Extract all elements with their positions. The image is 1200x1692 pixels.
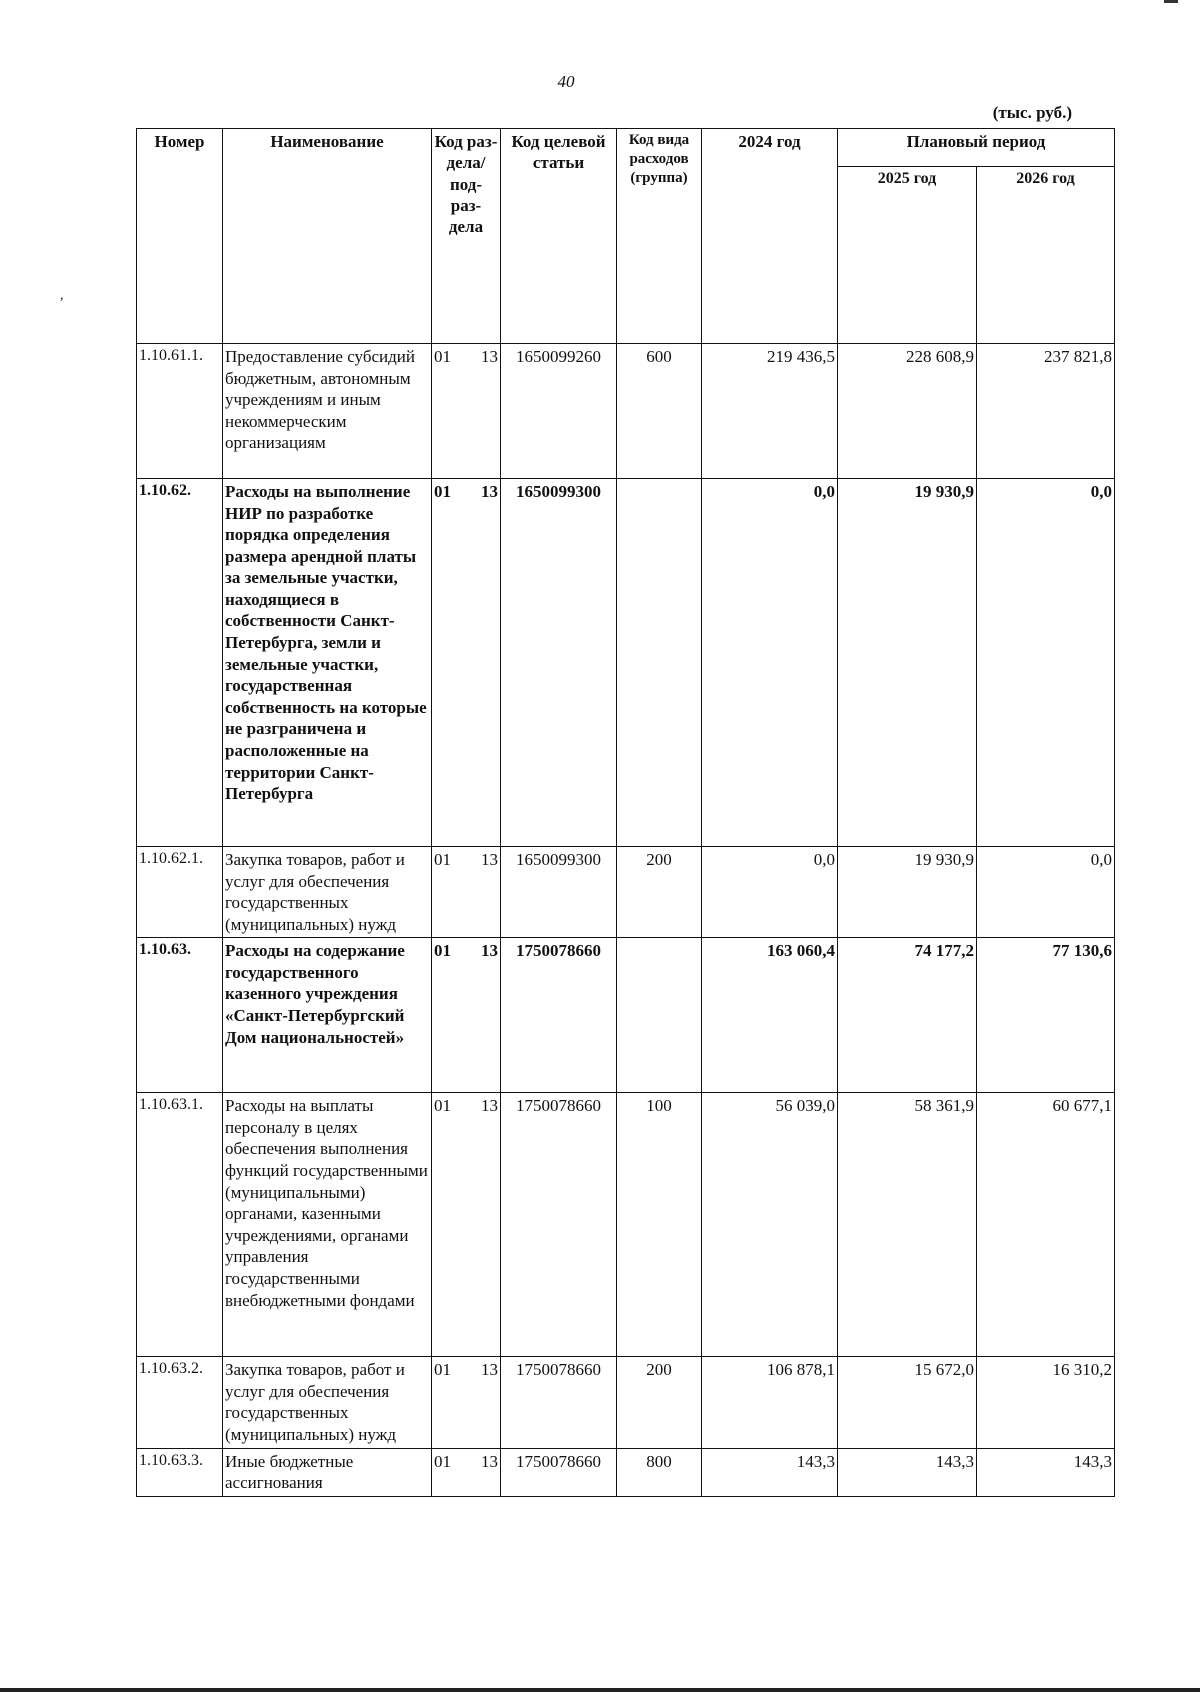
header-number: Номер xyxy=(137,129,223,344)
row-amount-2024: 163 060,4 xyxy=(702,938,838,1093)
row-group-code: 200 xyxy=(617,1357,702,1448)
section-code: 01 xyxy=(434,482,451,501)
row-group-code: 600 xyxy=(617,344,702,479)
section-code: 01 xyxy=(434,850,451,869)
row-section-code xyxy=(432,1093,501,1357)
row-name: Иные бюджетные ассигнования xyxy=(223,1448,432,1496)
section-code: 01 xyxy=(434,1096,451,1116)
header-section-code-text: Код раз- дела/ под- раз- дела xyxy=(434,132,498,236)
units-label: (тыс. руб.) xyxy=(992,103,1072,122)
section-code: 01 xyxy=(434,941,451,961)
row-target-code: 1750078660 xyxy=(501,1357,617,1448)
header-group-code: Код вида расходов (группа) xyxy=(617,129,702,344)
header-name: Наименование xyxy=(223,129,432,344)
table-row xyxy=(137,344,1115,479)
row-section-code xyxy=(432,344,501,479)
row-target-code: 1750078660 xyxy=(501,938,617,1093)
header-planned-period: Плановый период xyxy=(838,129,1115,167)
row-amount-2025: 19 930,9 xyxy=(838,847,977,938)
table-row xyxy=(137,479,1115,847)
section-code: 01 xyxy=(434,1360,451,1380)
page-number: 40 xyxy=(557,72,575,91)
subsection-code: 13 xyxy=(481,482,498,501)
row-number: 1.10.62. xyxy=(137,479,223,847)
scan-bottom-edge xyxy=(0,1688,1200,1692)
row-amount-2026: 237 821,8 xyxy=(977,344,1115,479)
section-code: 01 xyxy=(434,1451,451,1471)
row-group-code: 800 xyxy=(617,1448,702,1496)
scan-corner-mark xyxy=(1164,0,1178,3)
table-row xyxy=(137,1357,1115,1448)
subsection-code: 13 xyxy=(481,1096,498,1116)
header-year-2025: 2025 год xyxy=(838,167,977,344)
row-number: 1.10.63.1. xyxy=(137,1093,223,1357)
header-section-code xyxy=(432,129,501,344)
row-number: 1.10.63.2. xyxy=(137,1357,223,1448)
row-amount-2026: 143,3 xyxy=(977,1448,1115,1496)
row-amount-2024: 219 436,5 xyxy=(702,344,838,479)
row-name: Закупка товаров, работ и услуг для обеспечения государственных (муниципальных) нужд xyxy=(223,847,432,938)
row-amount-2024: 143,3 xyxy=(702,1448,838,1496)
row-group-code xyxy=(617,938,702,1093)
header-year-2026: 2026 год xyxy=(977,167,1115,344)
row-target-code: 1650099300 xyxy=(501,479,617,847)
row-amount-2024: 0,0 xyxy=(702,847,838,938)
row-number: 1.10.63.3. xyxy=(137,1448,223,1496)
budget-table xyxy=(136,128,1115,1497)
row-amount-2026: 16 310,2 xyxy=(977,1357,1115,1448)
row-amount-2024: 56 039,0 xyxy=(702,1093,838,1357)
table-row xyxy=(137,847,1115,938)
row-name: Предоставление субсидий бюджетным, автономным учреждениям и иным некоммерческим организациям xyxy=(223,344,432,479)
subsection-code: 13 xyxy=(481,1360,498,1380)
row-amount-2025: 143,3 xyxy=(838,1448,977,1496)
row-section-code xyxy=(432,1357,501,1448)
row-name: Расходы на выплаты персоналу в целях обеспечения выполнения функций государственными (муниципальными) органами, казенными учреждениями, органами управления государственными внебюджетными фондами xyxy=(223,1093,432,1357)
row-section-code xyxy=(432,479,501,847)
row-number: 1.10.62.1. xyxy=(137,847,223,938)
row-group-code xyxy=(617,479,702,847)
row-group-code: 200 xyxy=(617,847,702,938)
row-number: 1.10.61.1. xyxy=(137,344,223,479)
row-amount-2026: 0,0 xyxy=(977,479,1115,847)
subsection-code: 13 xyxy=(481,850,498,869)
scan-tick-mark: , xyxy=(60,288,64,303)
table-row xyxy=(137,1448,1115,1496)
header-target-code: Код целевой статьи xyxy=(501,129,617,344)
row-amount-2026: 0,0 xyxy=(977,847,1115,938)
row-amount-2026: 60 677,1 xyxy=(977,1093,1115,1357)
row-name: Расходы на содержание государственного казенного учреждения «Санкт-Петербургский Дом национальностей» xyxy=(223,938,432,1093)
row-target-code: 1650099300 xyxy=(501,847,617,938)
row-target-code: 1750078660 xyxy=(501,1093,617,1357)
row-amount-2026: 77 130,6 xyxy=(977,938,1115,1093)
row-amount-2025: 228 608,9 xyxy=(838,344,977,479)
header-year-2024: 2024 год xyxy=(702,129,838,344)
subsection-code: 13 xyxy=(481,347,498,366)
row-amount-2025: 19 930,9 xyxy=(838,479,977,847)
row-section-code xyxy=(432,938,501,1093)
row-section-code xyxy=(432,847,501,938)
table-row xyxy=(137,938,1115,1093)
row-amount-2025: 15 672,0 xyxy=(838,1357,977,1448)
subsection-code: 13 xyxy=(481,1451,498,1471)
row-name: Расходы на выполнение НИР по разработке порядка определения размера арендной платы за земельные участки, находящиеся в собственности Санкт-Петербурга, земли и земельные участки, государственная собственность на которые не разграничена и расположенные на территории Санкт-Петербурга xyxy=(223,479,432,847)
row-amount-2025: 74 177,2 xyxy=(838,938,977,1093)
row-number: 1.10.63. xyxy=(137,938,223,1093)
section-code: 01 xyxy=(434,347,451,366)
row-group-code: 100 xyxy=(617,1093,702,1357)
table-row xyxy=(137,1093,1115,1357)
row-target-code: 1650099260 xyxy=(501,344,617,479)
row-target-code: 1750078660 xyxy=(501,1448,617,1496)
row-amount-2024: 106 878,1 xyxy=(702,1357,838,1448)
row-name: Закупка товаров, работ и услуг для обеспечения государственных (муниципальных) нужд xyxy=(223,1357,432,1448)
row-amount-2024: 0,0 xyxy=(702,479,838,847)
subsection-code: 13 xyxy=(481,941,498,961)
row-amount-2025: 58 361,9 xyxy=(838,1093,977,1357)
row-section-code xyxy=(432,1448,501,1496)
